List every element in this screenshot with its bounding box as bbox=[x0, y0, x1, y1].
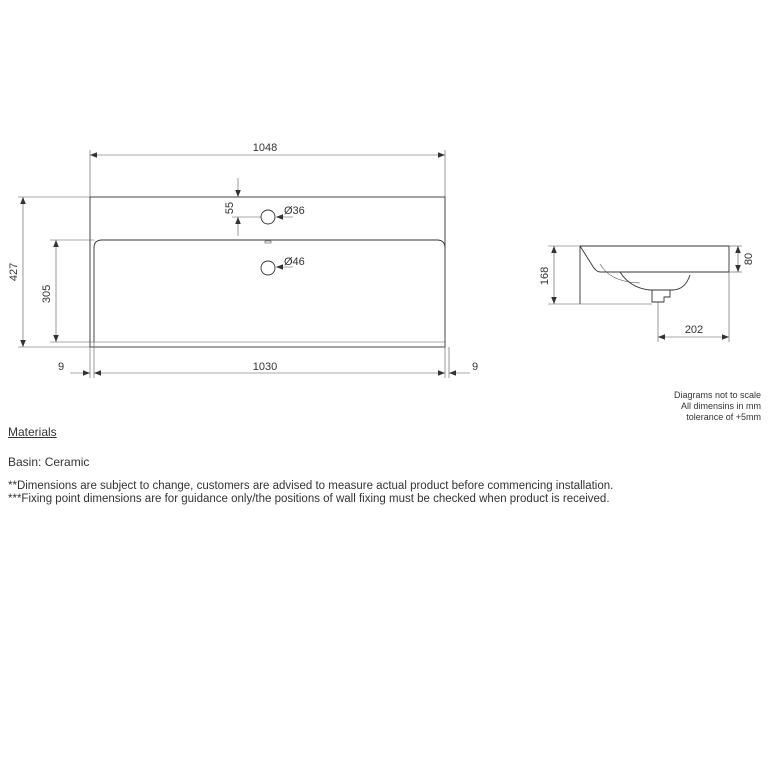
overall-width-label: 1048 bbox=[252, 142, 278, 154]
side-bowl-inner bbox=[600, 264, 640, 283]
bowl-depth-label: 305 bbox=[41, 284, 53, 304]
bowl-width-label: 1030 bbox=[252, 361, 278, 373]
tap-hole bbox=[261, 210, 275, 224]
overflow-slot bbox=[265, 241, 271, 243]
drawing-notes bbox=[541, 390, 761, 423]
note-line: All dimensins in mm bbox=[680, 401, 761, 411]
overall-depth-label: 427 bbox=[8, 262, 20, 282]
plan-view bbox=[8, 142, 478, 378]
waste-diameter-label: Ø46 bbox=[284, 256, 305, 268]
tap-diameter-label: Ø36 bbox=[284, 205, 305, 217]
disclaimer-line: **Dimensions are subject to change, customers are advised to measure actual product before commencing installation. bbox=[8, 480, 614, 492]
note-line: tolerance of +5mm bbox=[686, 412, 761, 422]
side-waste-outlet bbox=[652, 290, 670, 302]
basin-material-label: Basin: bbox=[8, 455, 42, 469]
side-bowl-underside bbox=[620, 272, 690, 290]
side-height-label: 168 bbox=[539, 266, 551, 286]
side-back-curve bbox=[580, 246, 600, 272]
basin-material-value: Ceramic bbox=[44, 455, 90, 469]
left-rim-label: 9 bbox=[57, 361, 65, 373]
bowl-outline bbox=[94, 240, 445, 342]
side-waste-offset-label: 202 bbox=[684, 324, 704, 336]
disclaimers bbox=[8, 480, 748, 506]
side-view bbox=[539, 246, 755, 342]
note-line: Diagrams not to scale bbox=[673, 390, 761, 400]
right-rim-label: 9 bbox=[471, 361, 479, 373]
waste-hole bbox=[261, 261, 275, 275]
basin-outline bbox=[90, 197, 445, 347]
side-rim-height-label: 80 bbox=[743, 252, 755, 266]
basin-material bbox=[8, 455, 89, 469]
disclaimer-line: ***Fixing point dimensions are for guidance only/the positions of wall fixing must be checked when product is received. bbox=[8, 493, 610, 505]
materials-heading: Materials bbox=[8, 425, 57, 439]
tap-offset-label: 55 bbox=[224, 201, 236, 215]
